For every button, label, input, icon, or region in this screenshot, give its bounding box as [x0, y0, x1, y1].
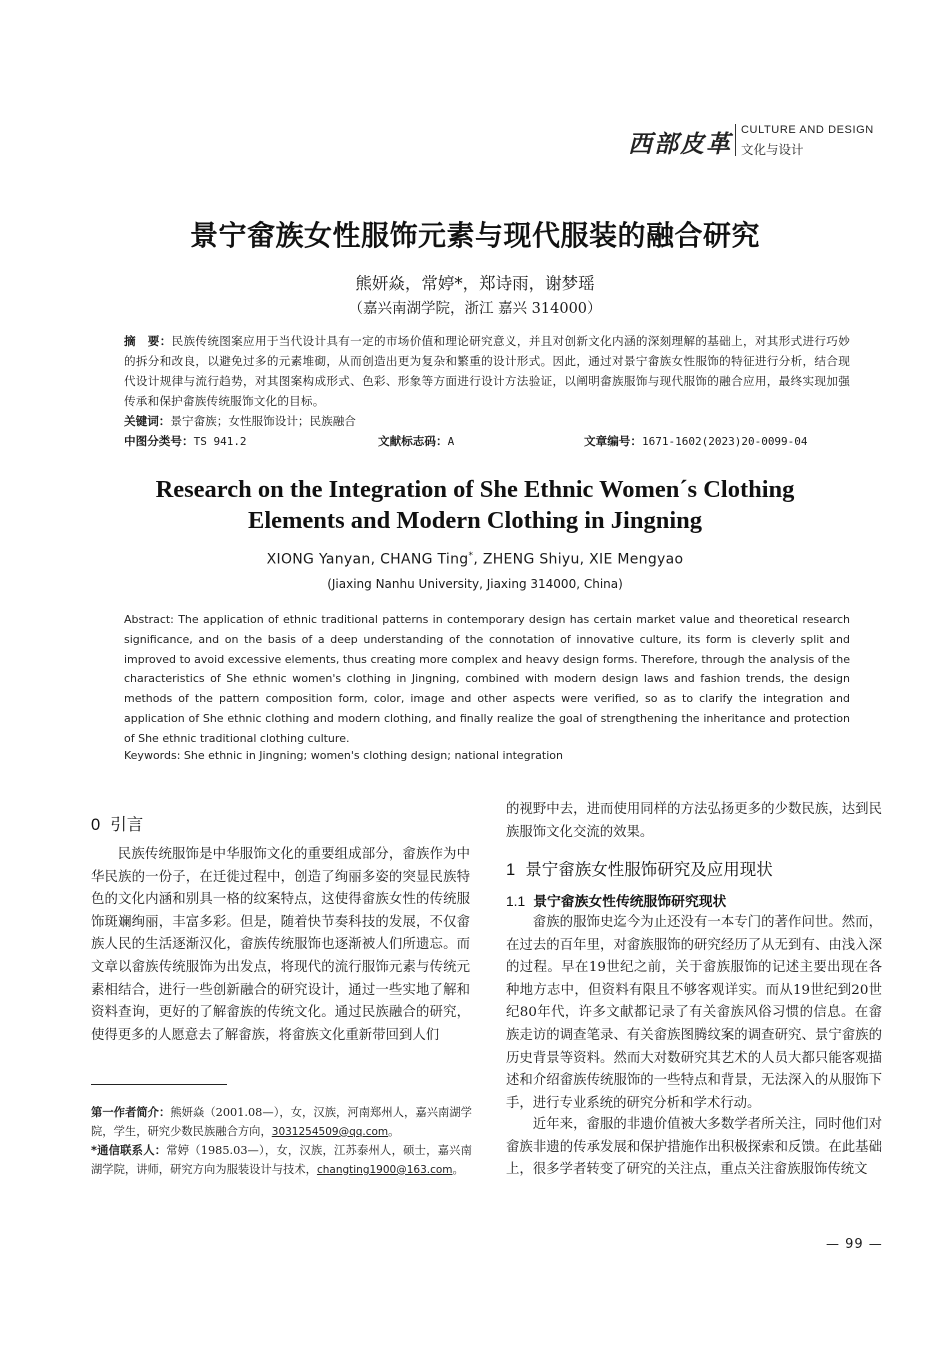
section-1-number: 1: [506, 861, 516, 879]
clc-label: 中图分类号：: [124, 434, 194, 448]
article-label: 文章编号：: [584, 434, 642, 448]
section-1-1-number: 1.1: [506, 894, 526, 909]
abstract-cn-label: 摘 要：: [124, 334, 172, 348]
footnote-corresponding-author: [91, 1142, 472, 1179]
column-label-en: CULTURE AND DESIGN: [741, 124, 874, 136]
fn1-text: 熊妍焱（2001.08—），女，汉族，河南郑州人，嘉兴南湖学院，学生，研究少数民族融合方向，: [91, 1106, 472, 1138]
article-number: [584, 433, 808, 449]
paper-title-en-line1: Research on the Integration of She Ethnic Women´s Clothing: [155, 476, 795, 503]
fn2-email[interactable]: changting1900@163.com: [316, 1163, 453, 1176]
keywords-en: Keywords: She ethnic in Jingning; women's clothing design; national integration: [124, 749, 563, 762]
fn1-email[interactable]: 3031254509@qq.com: [271, 1125, 389, 1138]
paper-title-en: [0, 474, 950, 536]
authors-en: [0, 551, 950, 568]
keywords-cn: [124, 413, 356, 429]
intro-continued: [506, 799, 882, 844]
authors-en-after: , ZHENG Shiyu, XIE Mengyao: [473, 551, 684, 568]
footnote-rule: [91, 1084, 227, 1085]
page-number: — 99 —: [826, 1237, 883, 1252]
masthead-divider: [735, 124, 736, 156]
section-1-1-paragraph-2: 近年来，畲服的非遗价值被大多数学者所关注，同时他们对畲族非遗的传承发展和保护措施作出积极探索和反馈。在此基础上，很多学者转变了研究的关注点，重点关注畲族服饰传统文: [506, 1117, 882, 1178]
section-1-1-paragraph-1: 畲族的服饰史迄今为止还没有一本专门的著作问世。然而，在过去的百年里，对畲族服饰的研究经历了从无到有、由浅入深的过程。早在19世纪之前，关于畲族服饰的记述主要出现在各种地方志中，但资料有限且不够客观详实。而从19世纪到20世纪80年代，许多文献都记录了有关畲族风俗习惯的信息。在畲族走访的调查笔录、有关畲族图腾纹案的调查研究、景宁畲族的历史背景等资料。然而大对数研究其艺术的人员大都只能客观描述和介绍畲族传统服饰的一些特点和背景，无法深入的从服饰下手，进行专业系统的研究分析和学术行动。: [506, 915, 882, 1111]
authors-en-before: XIONG Yanyan, CHANG Ting: [266, 551, 469, 568]
doc-value: A: [447, 435, 455, 448]
section-1-1-heading: [506, 890, 726, 910]
clc-value: TS 941.2: [193, 435, 247, 448]
fn2-end: 。: [452, 1162, 464, 1176]
affiliation-cn: （嘉兴南湖学院，浙江 嘉兴 314000）: [348, 301, 602, 317]
section-1-1-body-continued: [506, 1114, 882, 1182]
fn1-end: 。: [388, 1124, 400, 1138]
section-1-title: 景宁畲族女性服饰研究及应用现状: [525, 860, 773, 879]
section-0-title: 引言: [110, 815, 144, 834]
section-1-heading: [506, 856, 773, 880]
keywords-cn-text: 景宁畲族；女性服饰设计；民族融合: [170, 414, 356, 428]
section-1-1-title: 景宁畲族女性传统服饰研究现状: [533, 894, 727, 910]
article-value: 1671-1602(2023)20-0099-04: [641, 435, 808, 448]
footnote-first-author: [91, 1104, 472, 1141]
affiliation-en: (Jiaxing Nanhu University, Jiaxing 314000, China): [327, 577, 623, 591]
intro-paragraph: 民族传统服饰是中华服饰文化的重要组成部分，畲族作为中华民族的一份子，在迁徙过程中，创造了绚丽多姿的突显民族特色的文化内涵和别具一格的纹案特点，这使得畲族女性的传统服饰斑斓绚丽，丰富多彩。但是，随着快节奏科技的发展，不仅畲族人民的生活逐渐汉化，畲族传统服饰也逐渐被人们所遗忘。而文章以畲族传统服饰为出发点，将现代的流行服饰元素与传统元素相结合，进行一些创新融合的研究设计，通过一些实地了解和资料查询，更好的了解畲族的传统文化。通过民族融合的研究，使得更多的人愿意去了解畲族，将畲族文化重新带回到人们: [91, 847, 470, 1043]
authors-cn: 熊妍焱，常婷*，郑诗雨，谢梦瑶: [355, 274, 595, 293]
section-0-number: 0: [91, 816, 101, 834]
intro-continued-paragraph: 的视野中去，进而使用同样的方法弘扬更多的少数民族，达到民族服饰文化交流的效果。: [506, 802, 882, 840]
section-1-1-body: [506, 912, 882, 1115]
section-0-heading: [91, 811, 143, 835]
journal-logo: 西部皮革: [628, 129, 732, 158]
column-label-cn: 文化与设计: [741, 142, 804, 157]
intro-body: [91, 844, 470, 1047]
document-code: [378, 433, 454, 449]
keywords-cn-label: 关键词：: [124, 414, 171, 428]
fn2-text: 常婷（1985.03—），女，汉族，江苏泰州人，硕士，嘉兴南湖学院，讲师，研究方向为服装设计与技术，: [91, 1144, 472, 1176]
paper-title-cn: 景宁畲族女性服饰元素与现代服装的融合研究: [189, 219, 760, 252]
abstract-cn-text: 民族传统图案应用于当代设计具有一定的市场价值和理论研究意义，并且对创新文化内涵的深刻理解的基础上，对其形式进行巧妙的拆分和改良，以避免过多的元素堆砌，从而创造出更为复杂和繁重的设计形式。因此，通过对景宁畲族女性服饰的特征进行分析，结合现代设计规律与流行趋势，对其图案构成形式、色彩、形象等方面进行设计方法验证，以阐明畲族服饰与现代服饰的融合应用，最终实现加强传承和保护畲族传统服饰文化的目标。: [124, 334, 850, 408]
corresponding-mark: *: [468, 551, 474, 561]
doc-label: 文献标志码：: [378, 434, 448, 448]
abstract-cn: [124, 331, 850, 411]
fn2-label: *通信联系人：: [91, 1144, 167, 1157]
paper-title-en-line2: Elements and Modern Clothing in Jingning: [247, 507, 702, 534]
clc-number: [124, 433, 247, 449]
abstract-en: Abstract: The application of ethnic traditional patterns in contemporary design has certain market value and theoretical research significance, and on the basis of a deep understanding of the connotation of innovative culture, its form is cleverly split and improved to avoid excessive elements, thus creating more complex and heavy design forms. Therefore, through the analysis of the characteristics of She ethnic women's clothing in Jingning, combined with modern design laws and fashion trends, the design methods of the pattern composition form, color, image and other aspects were verified, so as to clarify the integration and application of She ethnic clothing and modern clothing, and finally realize the goal of strengthening the inheritance and protection of She ethnic traditional clothing culture.: [124, 613, 850, 745]
fn1-label: 第一作者简介：: [91, 1106, 171, 1119]
